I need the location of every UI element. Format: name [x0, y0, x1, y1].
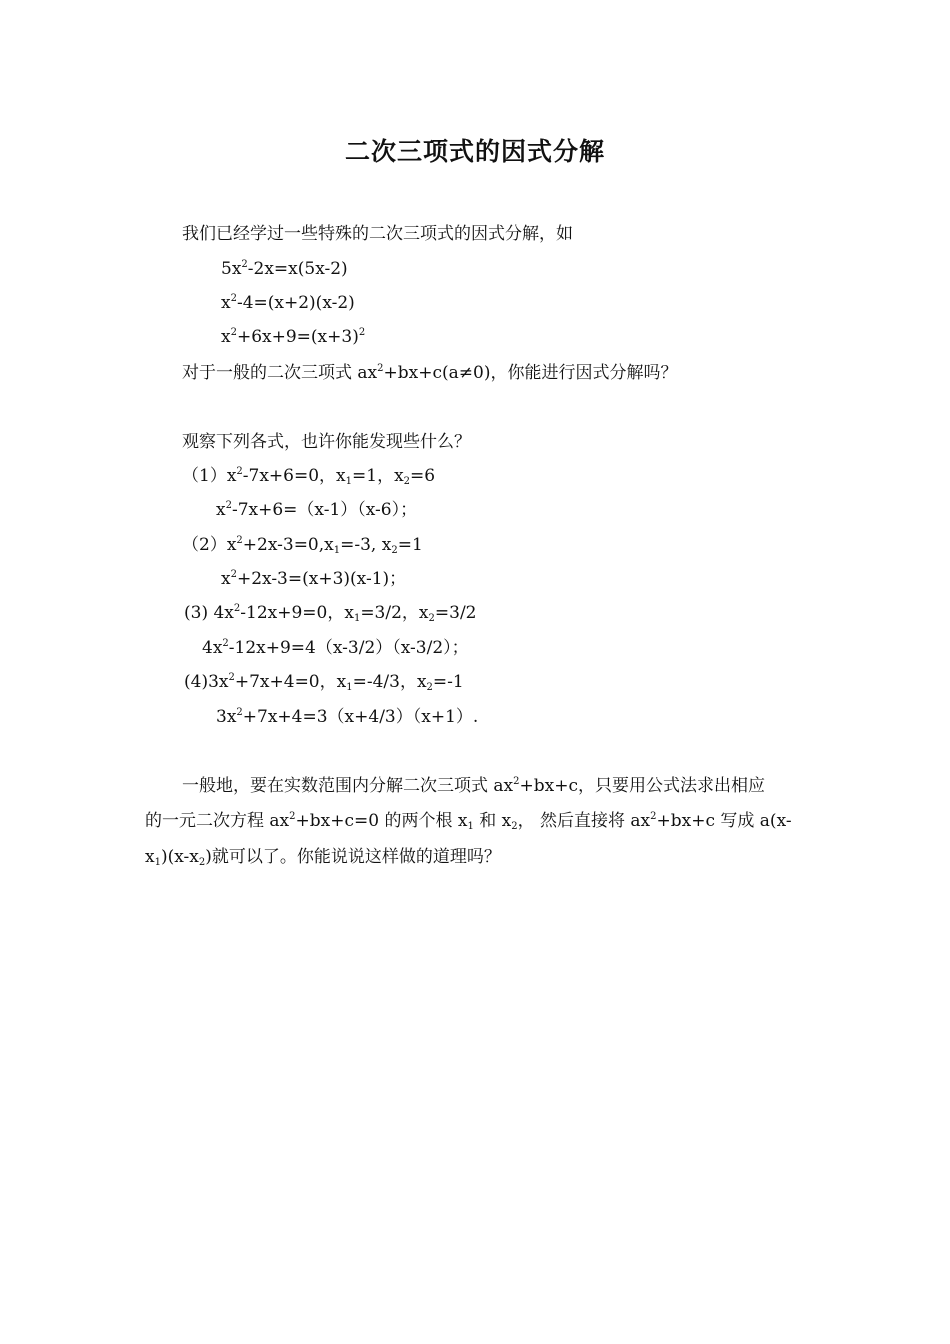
text-segment: 和 x [473, 811, 512, 831]
subscript: 2 [511, 821, 518, 832]
subscript: 1 [353, 613, 361, 624]
document-title: 二次三项式的因式分解 [344, 137, 605, 166]
text-segment: 4x [202, 638, 223, 658]
superscript: 2 [236, 466, 243, 477]
text-segment: 一般地，要在实数范围内分解二次三项式 ax [182, 776, 514, 796]
conclusion-line-2 [145, 809, 792, 833]
superscript: 2 [236, 535, 243, 546]
text-segment: x [221, 569, 231, 589]
text-segment: x [221, 327, 231, 347]
superscript: 2 [222, 638, 229, 649]
text-segment: +2x-3=(x+3)(x-1)； [236, 569, 407, 589]
text-segment: =-1 [432, 672, 464, 692]
conclusion-line-1 [182, 774, 765, 798]
text-segment: (4)3x [184, 672, 229, 692]
conclusion-line-3 [145, 845, 501, 869]
question-line [182, 361, 677, 385]
text-segment: -7x+6=0，x [242, 466, 346, 486]
text-segment: +bx+c，只要用公式法求出相应 [519, 776, 765, 796]
text-segment: 对于一般的二次三项式 ax [182, 363, 378, 383]
text-segment: =1 [397, 535, 423, 555]
subscript: 1 [333, 545, 341, 556]
text-segment: ， 然后直接将 ax [517, 811, 651, 831]
superscript: 2 [230, 327, 237, 338]
text-segment: +2x-3=0,x [242, 535, 334, 555]
text-segment: +7x+4=3（x+4/3）（x+1）. [242, 707, 479, 727]
text-segment: (3) 4x [184, 603, 234, 623]
superscript: 2 [241, 259, 248, 270]
intro-line [182, 222, 573, 246]
text-segment: +6x+9=(x+3) [236, 327, 359, 347]
case-2-factorization [221, 567, 406, 591]
text-segment: +bx+c=0 的两个根 x [295, 811, 468, 831]
text-segment: x [145, 847, 155, 867]
text-segment: 3x [216, 707, 237, 727]
superscript: 2 [230, 293, 237, 304]
subscript: 2 [391, 545, 398, 556]
case-4-factorization [216, 705, 478, 729]
case-1-factorization [216, 498, 417, 522]
text-segment: x [221, 293, 231, 313]
subscript: 2 [403, 476, 411, 487]
subscript: 2 [426, 682, 433, 693]
superscript: 2 [236, 707, 243, 718]
subscript: 1 [346, 682, 353, 693]
text-segment: =6 [410, 466, 436, 486]
text-segment: =3/2，x [360, 603, 429, 623]
superscript: 2 [225, 500, 232, 511]
superscript: 2 [228, 672, 235, 683]
text-segment: +bx+c(a≠0)，你能进行因式分解吗？ [383, 363, 678, 383]
text-segment: -7x+6=（x-1）（x-6）； [231, 500, 418, 520]
subscript: 1 [345, 476, 353, 487]
case-2-equation [182, 533, 423, 557]
superscript: 2 [513, 776, 520, 787]
text-segment: x [216, 500, 226, 520]
text-segment: =-4/3，x [352, 672, 427, 692]
text-segment: +7x+4=0，x [234, 672, 347, 692]
text-segment: )就可以了。你能说说这样做的道理吗？ [205, 847, 501, 867]
subscript: 2 [198, 857, 206, 868]
text-segment: -12x+9=0，x [240, 603, 354, 623]
text-segment: -4=(x+2)(x-2) [236, 293, 355, 313]
superscript: 2 [233, 603, 241, 614]
text-segment: +bx+c 写成 a(x- [656, 811, 792, 831]
text-segment: -2x=x(5x-2) [247, 259, 348, 279]
case-4-equation [184, 670, 464, 694]
text-segment: （1）x [182, 466, 237, 486]
subscript: 1 [154, 857, 161, 868]
text-segment: =3/2 [434, 603, 477, 623]
text-segment: 我们已经学过一些特殊的二次三项式的因式分解，如 [182, 224, 573, 244]
superscript: 2 [289, 811, 296, 822]
example-formula-2 [221, 291, 355, 315]
superscript: 2 [650, 811, 657, 822]
superscript: 2 [358, 327, 366, 338]
text-segment: 的一元二次方程 ax [145, 811, 290, 831]
example-formula-3 [221, 325, 365, 349]
subscript: 1 [467, 821, 474, 832]
text-segment: )(x-x [160, 847, 199, 867]
text-segment: （2）x [182, 535, 237, 555]
text-segment: =1，x [352, 466, 404, 486]
text-segment: =-3, x [340, 535, 392, 555]
case-3-factorization [202, 636, 469, 660]
case-1-equation [182, 464, 435, 488]
observe-line [182, 430, 471, 454]
subscript: 2 [428, 613, 435, 624]
text-segment: 观察下列各式，也许你能发现些什么？ [182, 432, 471, 452]
case-3-equation [184, 601, 477, 625]
example-formula-1 [221, 257, 348, 281]
superscript: 2 [377, 363, 384, 374]
text-segment: 5x [221, 259, 242, 279]
superscript: 2 [230, 569, 237, 580]
text-segment: -12x+9=4（x-3/2）（x-3/2）； [228, 638, 469, 658]
